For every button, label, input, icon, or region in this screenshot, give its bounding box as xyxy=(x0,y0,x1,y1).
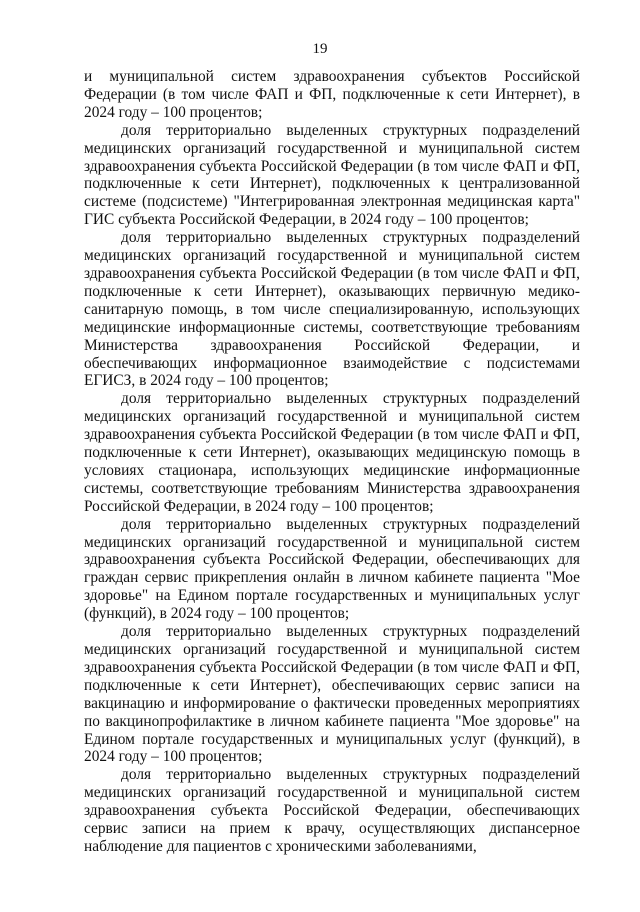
paragraph-6: доля территориально выделенных структурных подразделений медицинских организаций государственной и муниципальной систем здравоохранения субъекта Российской Федерации (в том числе ФАП и ФП, подключенные к сети Интернет), обеспечивающих сервис записи на вакцинацию и информирование о фактически проведенных мероприятиях по вакцинопрофилактике в личном кабинете пациента "Мое здоровье" на Едином портале государственных и муниципальных услуг (функций), в 2024 году – 100 процентов; xyxy=(84,623,580,766)
paragraph-7: доля территориально выделенных структурных подразделений медицинских организаций государственной и муниципальной систем здравоохранения субъекта Российской Федерации, обеспечивающих сервис записи на прием к врачу, осуществляющих диспансерное наблюдение для пациентов с хроническими заболеваниями, xyxy=(84,766,580,855)
page-number: 19 xyxy=(312,41,328,57)
paragraph-4: доля территориально выделенных структурных подразделений медицинских организаций государственной и муниципальной систем здравоохранения субъекта Российской Федерации (в том числе ФАП и ФП, подключенные к сети Интернет), оказывающих медицинскую помощь в условиях стационара, использующих медицинские информационные системы, соответствующие требованиям Министерства здравоохранения Российской Федерации, в 2024 году – 100 процентов; xyxy=(84,390,580,515)
paragraph-5: доля территориально выделенных структурных подразделений медицинских организаций государственной и муниципальной систем здравоохранения субъекта Российской Федерации, обеспечивающих для граждан сервис прикрепления онлайн в личном кабинете пациента "Мое здоровье" на Едином портале государственных и муниципальных услуг (функций), в 2024 году – 100 процентов; xyxy=(84,515,580,623)
document-body xyxy=(84,68,580,856)
paragraph-2: доля территориально выделенных структурных подразделений медицинских организаций государственной и муниципальной систем здравоохранения субъекта Российской Федерации (в том числе ФАП и ФП, подключенные к сети Интернет), подключенных к централизованной системе (подсистеме) "Интегрированная электронная медицинская карта" ГИС субъекта Российской Федерации, в 2024 году – 100 процентов; xyxy=(84,121,580,229)
paragraph-1: и муниципальной систем здравоохранения субъектов Российской Федерации (в том числе ФАП и ФП, подключенные к сети Интернет), в 2024 году – 100 процентов; xyxy=(84,68,580,121)
paragraph-3: доля территориально выделенных структурных подразделений медицинских организаций государственной и муниципальной систем здравоохранения субъекта Российской Федерации (в том числе ФАП и ФП, подключенные к сети Интернет), оказывающих первичную медико-санитарную помощь, в том числе специализированную, использующих медицинские информационные системы, соответствующие требованиям Министерства здравоохранения Российской Федерации, и обеспечивающих информационное взаимодействие с подсистемами ЕГИСЗ, в 2024 году – 100 процентов; xyxy=(84,229,580,390)
